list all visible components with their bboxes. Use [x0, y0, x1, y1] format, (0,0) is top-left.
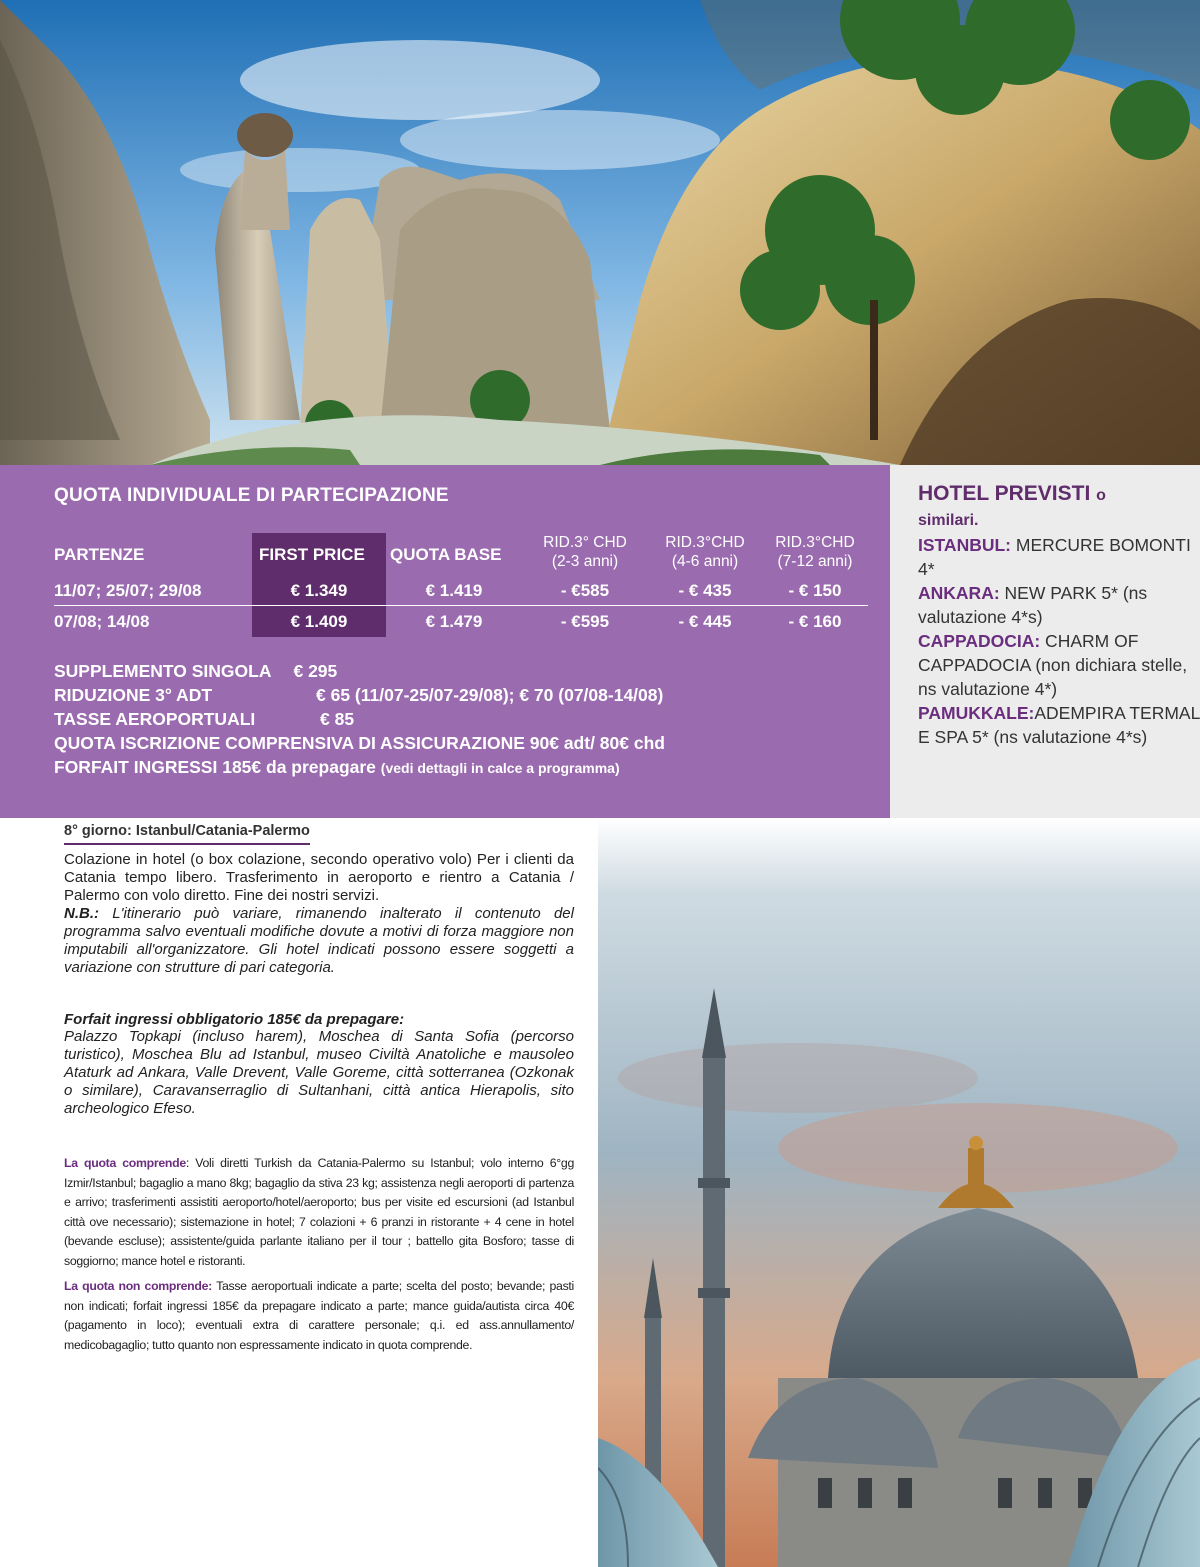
header-rid-4-6: RID.3°CHD (4-6 anni)	[665, 534, 745, 570]
quota-non-comprende: La quota non comprende: Tasse aeroportuali indicate a parte; scelta del posto; bevande; pasti non indicati; forfait ingressi 185€ da prepagare indicato a parte; mance guida/autista circa 40€ (pagamento in loco); eventuali extra di carattere personale; q.i. ed ass.annullamento/ medicobagaglio; tutto quanto non espressamente indicato in quota comprende.	[64, 1279, 574, 1352]
row1-dates: 11/07; 25/07; 29/08	[54, 581, 202, 600]
price-box-title: QUOTA INDIVIDUALE DI PARTECIPAZIONE	[54, 485, 449, 506]
hotel-item-istanbul: ISTANBUL: MERCURE BOMONTI 4*	[918, 535, 1191, 579]
price-box	[0, 465, 890, 818]
supplemento-singola: SUPPLEMENTO SINGOLA € 295	[54, 661, 338, 681]
header-first-price: FIRST PRICE	[259, 545, 365, 564]
quota-iscrizione: QUOTA ISCRIZIONE COMPRENSIVA DI ASSICURAZIONE 90€ adt/ 80€ chd	[54, 733, 665, 753]
header-quota-base: QUOTA BASE	[390, 545, 502, 564]
row1-quota-base: € 1.419	[425, 581, 483, 600]
tasse-aeroportuali: TASSE AEROPORTUALI € 85	[54, 709, 355, 729]
day-8-title: 8° giorno: Istanbul/Catania-Palermo	[64, 823, 310, 845]
forfait-list: Palazzo Topkapi (incluso harem), Moschea di Santa Sofia (percorso turistico), Moschea Blu ad Istanbul, museo Civiltà Anatoliche e mausoleo Ataturk ad Ankara, Valle Drevent, Valle Goreme, città sotterranea (Ozkonak o similare), Caravanserraglio di Sultanhani, città antica Hierapolis, sito archeologico Efeso.	[64, 1028, 574, 1117]
hotel-item-pamukkale: PAMUKKALE:ADEMPIRA TERMAL E SPA 5* (ns valutazione 4*s)	[918, 703, 1200, 747]
row1-rid-4-6: - € 435	[678, 581, 732, 600]
forfait-ingressi: FORFAIT INGRESSI 185€ da prepagare (vedi dettagli in calce a programma)	[54, 757, 620, 777]
program-text	[64, 822, 574, 1355]
row1-first-price: € 1.349	[290, 581, 348, 600]
header-partenze: PARTENZE	[54, 545, 145, 564]
day-8-text: Colazione in hotel (o box colazione, secondo operativo volo) Per i clienti da Catania tempo libero. Trasferimento in aeroporto e rientro a Catania / Palermo con volo diretto. Fine dei nostri servizi.	[64, 851, 574, 904]
row1-rid-2-3: - €585	[560, 581, 610, 600]
table-divider	[54, 605, 868, 606]
quota-comprende: La quota comprende: Voli diretti Turkish da Catania-Palermo su Istanbul; volo interno 6°gg Izmir/Istanbul; bagaglio a mano 8kg; bagaglio da stiva 23 kg; assistenza negli aeroporti di partenza e arrivo; trasferimenti assistiti aeroporto/hotel/aeroporto; bus per visite ed escursioni (ad Istanbul città ove necessario); sistemazione in hotel; 7 colazioni + 6 pranzi in ristorante + 4 cene in hotel (bevande escluse); assistente/guida parlante italiano per il tour ; battello gita Bosforo; tasse di soggiorno; mance hotel e ristoranti.	[64, 1156, 574, 1268]
forfait-title: Forfait ingressi obbligatorio 185€ da prepagare:	[64, 1011, 405, 1028]
hotel-item-cappadocia: CAPPADOCIA: CHARM OF CAPPADOCIA (non dichiara stelle, ns valutazione 4*)	[918, 631, 1188, 699]
row2-quota-base: € 1.479	[425, 612, 483, 631]
row2-dates: 07/08; 14/08	[54, 612, 150, 631]
row2-rid-7-12: - € 160	[788, 612, 842, 631]
riduzione-adt: RIDUZIONE 3° ADT € 65 (11/07-25/07-29/08); € 70 (07/08-14/08)	[54, 685, 664, 705]
hotel-subtitle: similari.	[918, 512, 979, 529]
row2-rid-4-6: - € 445	[678, 612, 732, 631]
hotel-box	[890, 465, 1200, 818]
mosque-photo-istanbul	[598, 818, 1200, 1567]
hotel-item-ankara: ANKARA: NEW PARK 5* (ns valutazione 4*s)	[918, 583, 1148, 627]
header-rid-2-3: RID.3° CHD (2-3 anni)	[543, 534, 627, 570]
row2-first-price: € 1.409	[290, 612, 348, 631]
header-rid-7-12: RID.3°CHD (7-12 anni)	[775, 534, 855, 570]
nb-note: N.B.: L'itinerario può variare, rimanendo inalterato il contenuto del programma salvo eventuali modifiche dovute a motivi di forza maggiore non imputabili all'organizzatore. Gli hotel indicati possono essere soggetti a variazione con strutture di pari categoria.	[64, 905, 574, 976]
hotel-title: HOTEL PREVISTI o	[918, 482, 1106, 505]
hero-photo-cappadocia	[0, 0, 1200, 465]
row2-rid-2-3: - €595	[560, 612, 610, 631]
row1-rid-7-12: - € 150	[788, 581, 842, 600]
